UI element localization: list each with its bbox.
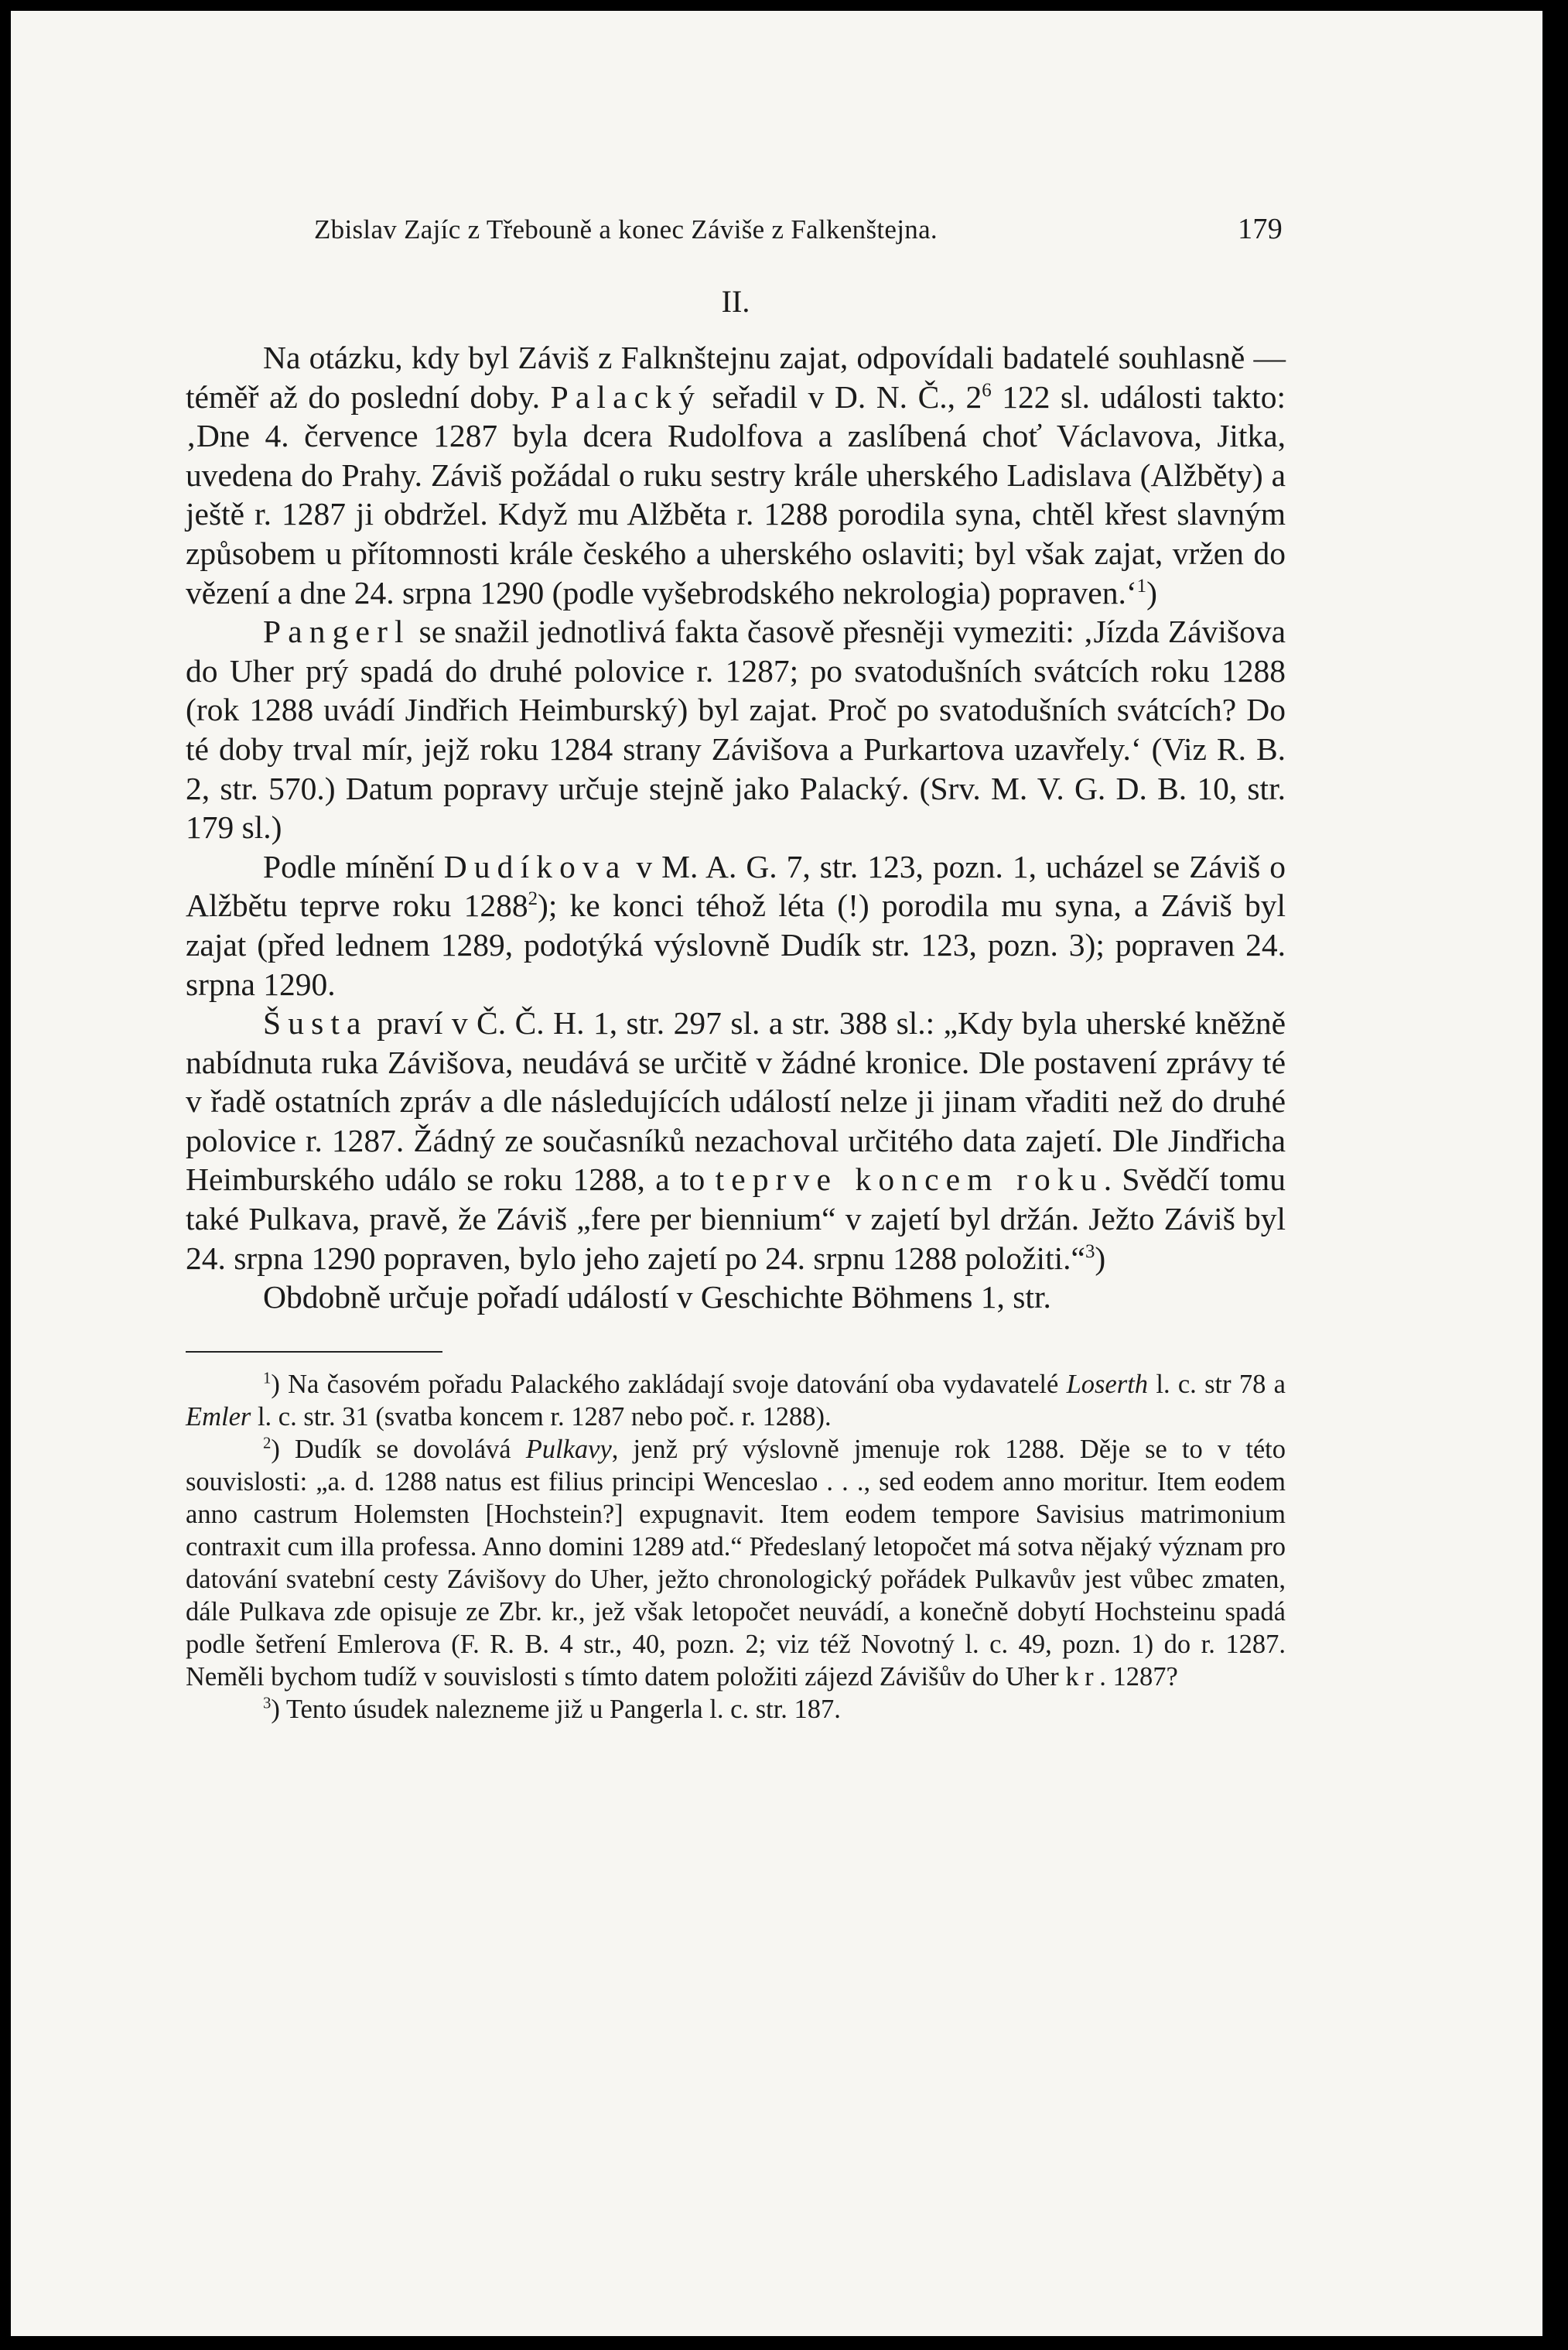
- paragraph-1-text-b: seřadil v D. N. Č., 2: [701, 378, 982, 415]
- author-pangerl: Pangerl: [263, 614, 411, 650]
- footnote-2-mark: 2: [263, 1435, 272, 1452]
- footnote-2-text-a: ) Dudík se dovolává: [271, 1434, 526, 1464]
- paragraph-4-text-a: praví v Č. Č. H. 1, str. 297 sl. a str. 388 sl.: „Kdy byla uherské kněžně nabídnuta ruka Závišova, neudává se určitě v žádné kronice. Dle postavení zprávy té v řadě ostatních zpráv a dle následujících událostí nelze ji jinam vřaditi než do druhé polovice r. 1287. Žádný ze současníků nezachoval určitého data zajetí. Dle Jindřicha Heimburského událo se roku 1288, a to: [186, 1005, 1286, 1198]
- paragraph-5: [186, 1278, 1286, 1317]
- paragraph-5-text: Obdobně určuje pořadí událostí v Geschichte Böhmens 1, str.: [263, 1279, 1051, 1315]
- footnotes: [186, 1368, 1286, 1726]
- footnote-ref-3: 3: [1085, 1240, 1095, 1262]
- footnote-3-text: ) Tento úsudek nalezneme již u Pangerla l. c. str. 187.: [271, 1694, 841, 1724]
- author-dudik: Dudíkova: [443, 848, 627, 884]
- section-number: II.: [721, 284, 750, 319]
- footnote-3-mark: 3: [263, 1695, 272, 1712]
- footnote-ref-1: 1: [1136, 575, 1147, 597]
- body-text: [186, 338, 1286, 1317]
- name-loserth: Loserth: [1066, 1369, 1149, 1399]
- footnote-1-text-b: l. c. str 78 a: [1148, 1369, 1286, 1399]
- paragraph-3-text-a: Podle mínění: [263, 848, 444, 884]
- author-susta: Šusta: [263, 1005, 368, 1042]
- paragraph-3: [186, 847, 1286, 1004]
- footnote-2-text-b: , jenž prý výslovně jmenuje rok 1288. Děje se to v této souvislosti: „a. d. 1288 natus est filius principi Wenceslao . . ., sed eodem anno moritur. Item eodem anno castrum Holemsten [Hochstein?] expugnavit. Item eodem tempore Savisius matrimonium contraxit cum illa professa. Anno domini 1289 atd.“ Předeslaný letopočet má sotva nějaký význam pro datování svatební cesty Závišovy do Uher, ježto chronologický pořádek Pulkavův jest vůbec zmaten, dále Pulkava zde opisuje ze Zbr. kr., jež však letopočet neuvádí, a konečně dobytí Hochsteinu spadá podle šetření Emlerova (F. R. B. 4 str., 40, pozn. 2; viz též Novotný l. c. 49, pozn. 1) do r. 1287. Neměli bychom tudíž v souvislosti s tímto datem položiti zájezd Závišův do Uher: [186, 1434, 1286, 1692]
- footnote-1: [186, 1368, 1286, 1433]
- page-content: [186, 212, 1286, 1726]
- footnote-3: [186, 1693, 1286, 1726]
- paragraph-3-text-c: ); ke konci téhož léta (!) porodila mu syna, a Záviš byl zajat (před lednem 1289, podotýká výslovně Dudík str. 123, pozn. 3); popraven 24. srpna 1290.: [186, 888, 1286, 1002]
- running-header: [186, 212, 1286, 246]
- paragraph-2-text: se snažil jednotlivá fakta časově přesněji vymeziti: ‚Jízda Závišova do Uher prý spadá do druhé polovice r. 1287; po svatodušních svátcích roku 1288 (rok 1288 uvádí Jindřich Heimburský) byl zajat. Proč po svatodušních svátcích? Do té doby trval mír, jejž roku 1284 strany Závišova a Purkartova uzavřely.‘ (Viz R. B. 2, str. 570.) Datum popravy určuje stejně jako Palacký. (Srv. M. V. G. D. B. 10, str. 179 sl.): [186, 614, 1286, 846]
- footnote-2: [186, 1433, 1286, 1693]
- paragraph-1-text-d: ): [1146, 574, 1157, 611]
- footnote-ref-2: 2: [528, 888, 538, 910]
- name-emler: Emler: [186, 1401, 251, 1432]
- paragraph-2: [186, 612, 1286, 847]
- paragraph-3-text-b: v M. A. G. 7, str. 123, pozn. 1, ucházel se Záviš o Alžbětu teprve roku 1288: [186, 848, 1286, 924]
- footnote-1-mark: 1: [263, 1370, 272, 1387]
- footnote-2-text-c: . 1287?: [1099, 1661, 1178, 1692]
- footnote-divider: [186, 1351, 442, 1353]
- paragraph-1-text-a: Na otázku, kdy byl Záviš z Falknštejnu zajat, odpovídali badatelé souhlasně — téměř až do poslední doby.: [186, 340, 1286, 415]
- running-title: Zbislav Zajíc z Třebouně a konec Záviše z Falkenštejna.: [314, 214, 938, 245]
- emphasis-teprve-koncem-roku: teprve koncem roku: [715, 1161, 1104, 1198]
- page-number: 179: [1238, 213, 1283, 245]
- paragraph-1: [186, 338, 1286, 612]
- book-page: [11, 11, 1542, 2336]
- author-palacky: Palacký: [550, 378, 702, 415]
- paragraph-4-text-b: . Svědčí tomu také Pulkava, pravě, že Záviš „fere per biennium“ v zajetí byl držán. Ježto Záviš byl 24. srpna 1290 popraven, bylo jeho zajetí po 24. srpnu 1288 položiti.“: [186, 1161, 1286, 1276]
- footnote-1-text-a: ) Na časovém pořadu Palackého zakládají svoje datování oba vydavatelé: [271, 1369, 1067, 1399]
- footnote-1-text-c: l. c. str. 31 (svatba koncem r. 1287 nebo poč. r. 1288).: [251, 1401, 832, 1432]
- paragraph-4-text-c: ): [1095, 1240, 1106, 1276]
- paragraph-4: [186, 1004, 1286, 1278]
- emphasis-kr: kr: [1065, 1661, 1100, 1692]
- edition-superscript: 6: [982, 379, 992, 401]
- name-pulkavy: Pulkavy: [525, 1434, 612, 1464]
- paragraph-1-text-c: 122 sl. události takto: ‚Dne 4. července 1287 byla dcera Rudolfova a zaslíbená choť Václavova, Jitka, uvedena do Prahy. Záviš požádal o ruku sestry krále uherského Ladislava (Alžběty) a ještě r. 1287 ji obdržel. Když mu Alžběta r. 1288 porodila syna, chtěl křest slavným způsobem u přítomnosti krále českého a uherského oslaviti; byl však zajat, vržen do vězení a dne 24. srpna 1290 (podle vyšebrodského nekrologia) popraven.‘: [186, 378, 1286, 611]
